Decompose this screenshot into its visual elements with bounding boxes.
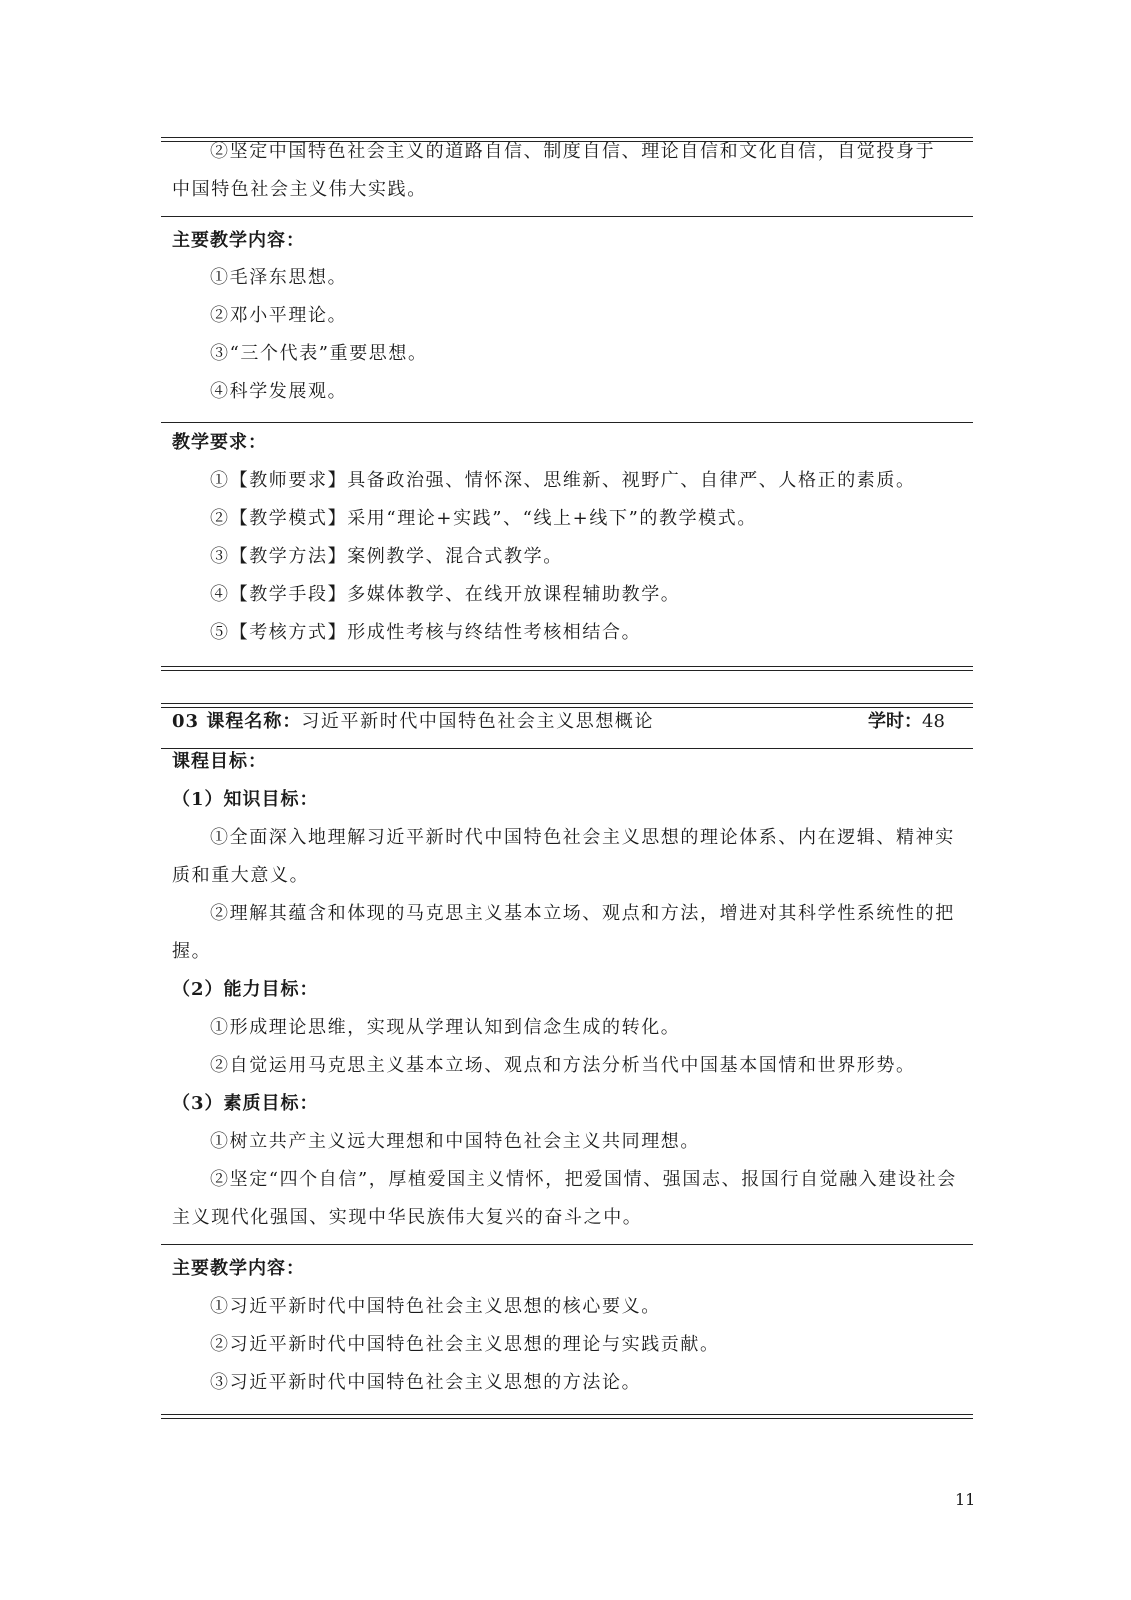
course-hours-value: 48 <box>922 711 945 732</box>
list-item: ③习近平新时代中国特色社会主义思想的方法论。 <box>210 1372 642 1393</box>
course-title-row <box>172 710 654 734</box>
knowledge-heading: （1）知识目标： <box>172 789 319 810</box>
table-border-top <box>161 703 973 708</box>
course-hours <box>868 710 945 734</box>
goal-text: ①全面深入地理解习近平新时代中国特色社会主义思想的理论体系、内在逻辑、精神实 <box>210 827 955 848</box>
list-item: ①习近平新时代中国特色社会主义思想的核心要义。 <box>210 1296 661 1317</box>
goal-text: ②坚定“四个自信”，厚植爱国主义情怀，把爱国情、强国志、报国行自觉融入建设社会 <box>210 1169 957 1190</box>
list-item: ④科学发展观。 <box>210 381 348 402</box>
list-item: ②【教学模式】采用“理论+实践”、“线上+线下”的教学模式。 <box>210 508 757 529</box>
list-item: ①毛泽东思想。 <box>210 267 348 288</box>
divider <box>161 216 973 217</box>
list-item: ②邓小平理论。 <box>210 305 348 326</box>
goal-text: ①形成理论思维，实现从学理认知到信念生成的转化。 <box>210 1017 681 1038</box>
page-number: 11 <box>955 1490 976 1509</box>
goal-text: ②自觉运用马克思主义基本立场、观点和方法分析当代中国基本国情和世界形势。 <box>210 1055 916 1076</box>
table-border-bottom <box>161 1414 973 1419</box>
content-heading: 主要教学内容： <box>172 230 305 251</box>
goal-text: 质和重大意义。 <box>172 865 310 886</box>
list-item: ①【教师要求】具备政治强、情怀深、思维新、视野广、自律严、人格正的素质。 <box>210 470 916 491</box>
goal-text: ②理解其蕴含和体现的马克思主义基本立场、观点和方法，增进对其科学性系统性的把 <box>210 903 955 924</box>
requirements-heading: 教学要求： <box>172 432 267 453</box>
goal-text: 主义现代化强国、实现中华民族伟大复兴的奋斗之中。 <box>172 1207 643 1228</box>
goals-heading: 课程目标： <box>172 751 267 772</box>
goal-text: ①树立共产主义远大理想和中国特色社会主义共同理想。 <box>210 1131 700 1152</box>
goal-text: ②坚定中国特色社会主义的道路自信、制度自信、理论自信和文化自信，自觉投身于 <box>210 141 936 162</box>
divider <box>161 1244 973 1245</box>
divider <box>161 422 973 423</box>
table-border-bottom <box>161 666 973 671</box>
quality-heading: （3）素质目标： <box>172 1093 319 1114</box>
list-item: ③“三个代表”重要思想。 <box>210 343 428 364</box>
goal-text: 中国特色社会主义伟大实践。 <box>172 179 427 200</box>
list-item: ③【教学方法】案例教学、混合式教学。 <box>210 546 563 567</box>
goal-text: 握。 <box>172 941 212 962</box>
ability-heading: （2）能力目标： <box>172 979 319 1000</box>
list-item: ②习近平新时代中国特色社会主义思想的理论与实践贡献。 <box>210 1334 720 1355</box>
course-name-label: 03 课程名称： <box>172 711 302 732</box>
course-name: 习近平新时代中国特色社会主义思想概论 <box>301 711 655 732</box>
list-item: ④【教学手段】多媒体教学、在线开放课程辅助教学。 <box>210 584 681 605</box>
course-hours-label: 学时： <box>868 711 922 732</box>
content-heading: 主要教学内容： <box>172 1258 305 1279</box>
divider <box>161 748 973 749</box>
list-item: ⑤【考核方式】形成性考核与终结性考核相结合。 <box>210 622 642 643</box>
